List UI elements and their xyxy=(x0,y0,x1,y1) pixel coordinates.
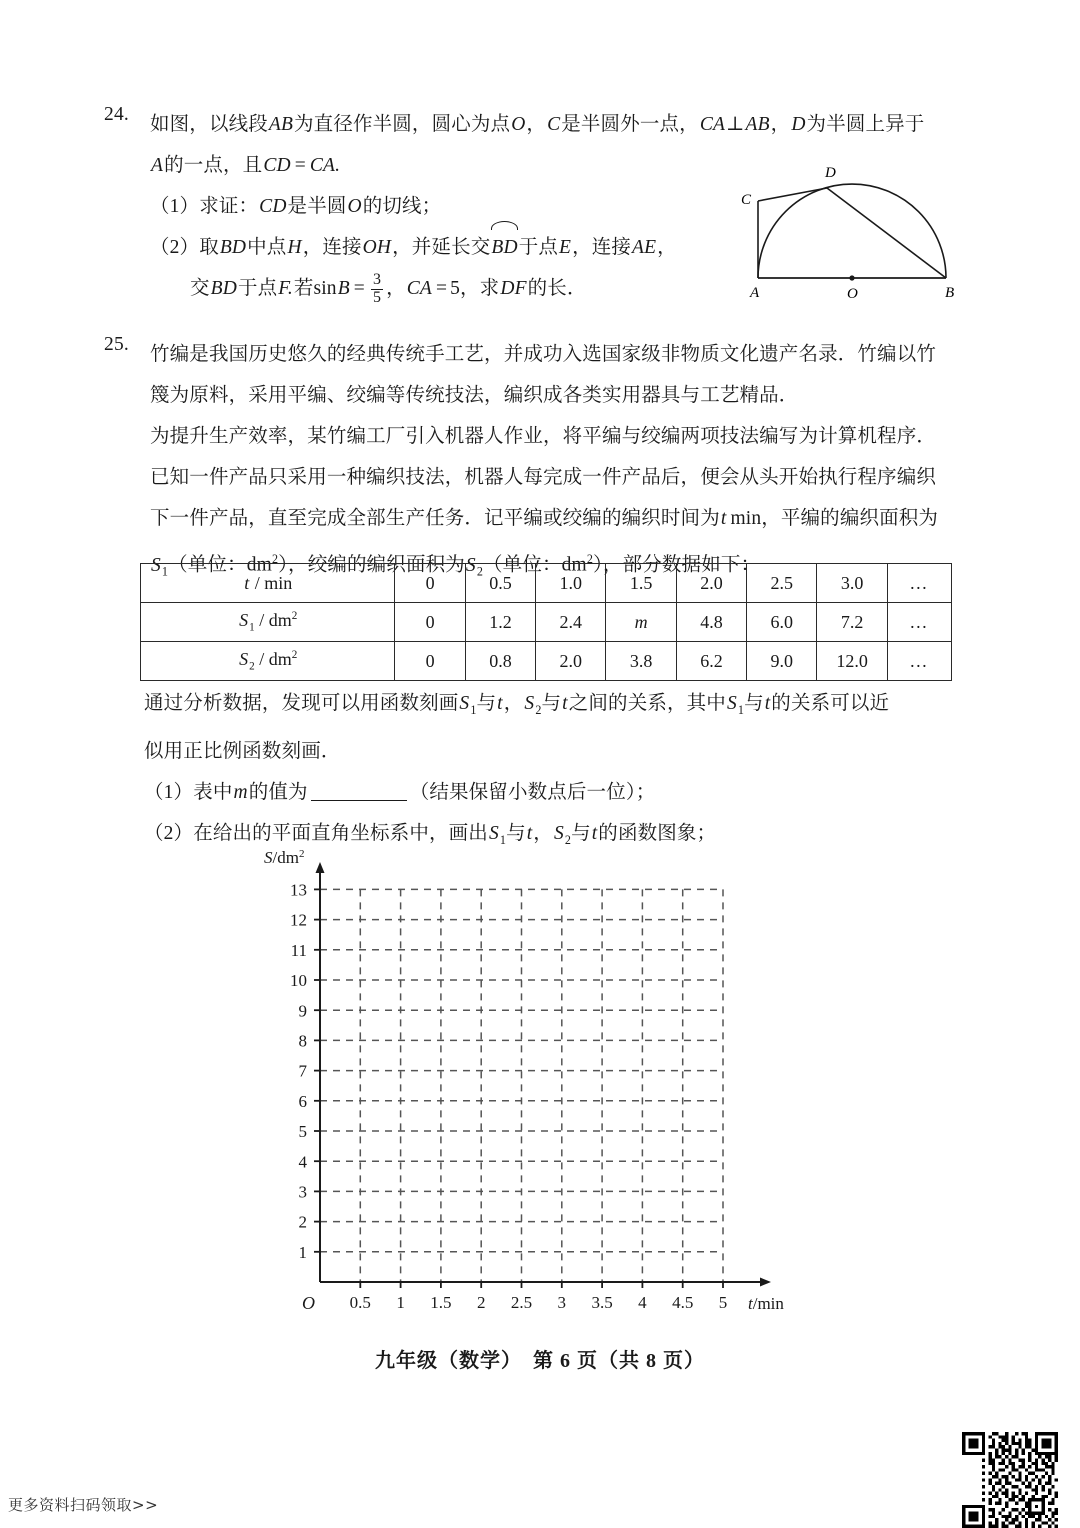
grid-lines xyxy=(320,889,723,1282)
q25-para1-line1: 竹编是我国历史悠久的经典传统手工艺，并成功入选国家级非物质文化遗产名录．竹编以竹 xyxy=(150,344,937,365)
question-24-number: 24. xyxy=(104,104,129,125)
cell-s2-2: 2.0 xyxy=(536,642,606,681)
q24-part3-ruo: 若 xyxy=(293,278,314,299)
y-axis-arrow xyxy=(316,862,325,873)
q24-part3-comma: ， xyxy=(386,278,406,299)
q24-text-e: ， xyxy=(770,114,791,135)
fig24-label-o: O xyxy=(847,286,858,302)
q25-part2-b: 与 xyxy=(506,822,526,844)
cell-s2-4: 6.2 xyxy=(676,642,746,681)
y-axis-title-unit: /dm xyxy=(272,848,299,867)
q24-part2-c: ，并延长交 xyxy=(392,237,491,258)
x-tick-2: 2 xyxy=(476,1293,486,1312)
y-axis-title-sup: 2 xyxy=(298,848,305,860)
x-tick-4.5: 4.5 xyxy=(672,1293,694,1312)
q25-p3-s2sub: 2 xyxy=(535,702,542,717)
cell-s1-6: 7.2 xyxy=(817,603,887,642)
q25-unit-min: min xyxy=(730,508,762,529)
row2-unit: dm xyxy=(268,649,292,670)
cell-s1-1: 1.2 xyxy=(465,603,535,642)
q25-part2-e: 的函数图象； xyxy=(598,822,717,844)
q24-var-ca2: CA. xyxy=(309,155,341,176)
q24-part2-label: （2）取 xyxy=(150,237,219,258)
q24-part1-label: （1）求证： xyxy=(150,196,259,217)
q25-p3-c: ， xyxy=(503,693,524,714)
q24-perp-symbol: ⊥ xyxy=(726,114,745,135)
q24-part2-h: H xyxy=(287,237,302,258)
q25-sup-2b: 2 xyxy=(586,552,594,566)
q25-part2-s2: S xyxy=(553,822,564,844)
q25-p2l4-d: ），部分数据如下： xyxy=(593,554,761,576)
x-tick-3: 3 xyxy=(557,1293,567,1312)
q24-fraction-three-fifths xyxy=(371,272,383,307)
q24-sin: sin xyxy=(313,278,337,299)
cell-s1-0: 0 xyxy=(395,603,465,642)
x-axis-arrow xyxy=(760,1278,771,1287)
q24-part2-f: ，连接 xyxy=(572,237,632,258)
q25-p2l4-c: （单位： xyxy=(483,554,562,576)
q24-part1-cd: CD xyxy=(259,196,287,217)
q24-part2-d: 于点 xyxy=(518,237,558,258)
cell-s2-3: 3.8 xyxy=(606,642,676,681)
q24-part3-tail-a: ，求 xyxy=(460,278,500,299)
q25-para2-line3 xyxy=(150,498,994,539)
q24-text-c: ， xyxy=(526,114,547,135)
row2-sup: 2 xyxy=(291,649,298,662)
question-25-continuation xyxy=(144,683,994,861)
q24-part3-tail-b: 的长． xyxy=(527,278,587,299)
q25-part2-s2sub: 2 xyxy=(564,832,572,847)
q25-p2l4-b: ），绞编的编织面积为 xyxy=(278,554,465,576)
fig24-label-c: C xyxy=(741,192,752,208)
q24-text-f: 为半圆上异于 xyxy=(806,114,925,135)
q25-sub-1: 1 xyxy=(161,564,169,579)
q25-var-s2: S xyxy=(465,554,476,576)
cell-s2-ellipsis: … xyxy=(887,642,951,681)
q24-arc-bd: BD xyxy=(490,227,518,268)
q24-part2-oh: OH xyxy=(362,237,392,258)
cell-s1-5: 6.0 xyxy=(747,603,817,642)
q24-stem-line-1 xyxy=(150,104,984,145)
q25-part2-d: 与 xyxy=(571,822,591,844)
cell-s1-4: 4.8 xyxy=(676,603,746,642)
y-tick-1: 1 xyxy=(298,1242,307,1262)
q24-frac-denominator: 5 xyxy=(372,289,382,307)
cell-t-6: 3.0 xyxy=(817,564,887,603)
q24-part3-bvar: B xyxy=(337,278,350,299)
q24-part2-e: E xyxy=(559,237,572,258)
table-row-header-s1: $S_1 / dm^2$ xyxy=(141,603,395,642)
x-axis-title xyxy=(748,1294,784,1313)
x-tick-1: 1 xyxy=(396,1293,405,1312)
x-axis-title-unit: /min xyxy=(752,1294,784,1313)
q25-p3-e: 之间的关系，其中 xyxy=(568,693,726,714)
x-tick-5: 5 xyxy=(718,1293,728,1312)
q25-para3-line2: 似用正比例函数刻画． xyxy=(144,740,341,762)
row2-sub: 2 xyxy=(249,660,255,673)
data-table xyxy=(140,563,952,681)
y-tick-6: 6 xyxy=(298,1091,307,1111)
cell-s1-ellipsis: … xyxy=(887,603,951,642)
question-25 xyxy=(104,334,994,592)
q25-para2-line1: 为提升生产效率，某竹编工厂引入机器人作业，将平编与绞编两项技法编写为计算机程序． xyxy=(150,426,937,447)
table-row-header-t: t / min xyxy=(141,564,395,603)
q24-part2-bd: BD xyxy=(219,237,247,258)
cell-s2-0: 0 xyxy=(395,642,465,681)
origin-label: O xyxy=(302,1293,315,1313)
x-tick-3.5: 3.5 xyxy=(591,1293,613,1312)
q25-p3-s1b: S xyxy=(726,693,737,714)
q24-text-b: 为直径作半圆，圆心为点 xyxy=(294,114,511,135)
q24-var-ab: AB xyxy=(268,114,294,135)
answer-blank-m[interactable] xyxy=(311,800,407,801)
q25-part-1 xyxy=(144,772,994,813)
fig24-label-d: D xyxy=(825,165,836,181)
y-tick-labels xyxy=(290,881,308,1262)
q25-para1-line2: 篾为原料，采用平编、绞编等传统技法，编织成各类实用器具与工艺精品． xyxy=(150,385,799,406)
q24-part2-ae: AE xyxy=(632,237,657,258)
q24-text-a: 如图，以线段 xyxy=(150,114,268,135)
q24-var-c: C xyxy=(547,114,561,135)
cell-s1-3-m: m xyxy=(606,603,676,642)
q24-part3-bd: BD xyxy=(210,278,237,299)
x-tick-labels xyxy=(350,1293,728,1312)
q24-part2-b: ，连接 xyxy=(302,237,362,258)
x-tick-0.5: 0.5 xyxy=(349,1293,371,1312)
y-tick-5: 5 xyxy=(298,1122,307,1142)
q25-para3-line1 xyxy=(144,683,994,731)
table-row xyxy=(141,642,952,681)
q25-unit-dm: dm xyxy=(246,554,272,576)
q24-part3-eq2: = xyxy=(435,278,448,299)
q24-part1-o: O xyxy=(347,196,362,217)
cell-t-5: 2.5 xyxy=(747,564,817,603)
y-axis-title-var: S xyxy=(264,848,273,867)
cell-s1-2: 2.4 xyxy=(536,603,606,642)
q24-frac-numerator: 3 xyxy=(372,271,382,289)
q25-part1-m: m xyxy=(233,781,248,803)
q24-var-o: O xyxy=(511,114,526,135)
q25-p2l3-b: ，平编的编织面积为 xyxy=(761,508,939,529)
q24-part3-five: 5 xyxy=(450,278,461,299)
q24-part3-b: 于点 xyxy=(237,278,278,299)
q25-p3-d: 与 xyxy=(541,693,562,714)
table-row-header-s2: $S_2 / dm^2$ xyxy=(141,642,395,681)
q25-part2-t2: t xyxy=(591,822,598,844)
q25-p3-f: 与 xyxy=(744,693,764,714)
q25-p3-t1: t xyxy=(497,693,503,714)
q24-equals: = xyxy=(294,155,306,176)
q24-var-cd: CD xyxy=(263,155,291,176)
q24-part3-eq: = xyxy=(353,278,365,299)
question-24-figure xyxy=(728,152,978,302)
y-tick-3: 3 xyxy=(298,1182,307,1202)
x-tick-4: 4 xyxy=(638,1293,647,1312)
table-row xyxy=(141,603,952,642)
y-tick-9: 9 xyxy=(298,1001,307,1021)
row1-unit: dm xyxy=(268,610,292,631)
q25-p3-t3: t xyxy=(764,693,771,714)
q25-p3-s2: S xyxy=(524,693,535,714)
qr-code-icon[interactable] xyxy=(962,1432,1058,1528)
q24-part3-a: 交 xyxy=(190,278,210,299)
q24-text-d: 是半圆外一点， xyxy=(561,114,699,135)
q24-var-ca: CA xyxy=(699,114,726,135)
q25-p3-b: 与 xyxy=(476,693,497,714)
y-tick-2: 2 xyxy=(298,1212,307,1232)
q24-part1-tail: 的切线； xyxy=(362,196,442,217)
row0-var: t xyxy=(244,572,250,593)
page-footer: 九年级（数学） 第 6 页（共 8 页） xyxy=(375,1350,705,1372)
q25-para2-line2: 已知一件产品只采用一种编织技法，机器人每完成一件产品后，便会从头开始执行程序编织 xyxy=(150,467,937,488)
q24-text-g: 的一点，且 xyxy=(164,155,263,176)
q25-p2l3-a: 下一件产品，直至完成全部生产任务．记平编或绞编的编织时间为 xyxy=(150,508,720,529)
fig24-label-b: B xyxy=(945,285,955,301)
fig24-label-a: A xyxy=(750,285,760,301)
q25-part1-c: （结果保留小数点后一位）； xyxy=(409,781,656,803)
cell-s2-6: 12.0 xyxy=(817,642,887,681)
q25-part2-t1: t xyxy=(526,822,533,844)
cell-t-1: 0.5 xyxy=(465,564,535,603)
cell-t-4: 2.0 xyxy=(676,564,746,603)
y-tick-12: 12 xyxy=(290,910,307,930)
q25-unit-dm2: dm xyxy=(561,554,587,576)
q25-sup-2: 2 xyxy=(271,552,279,566)
row2-var: S xyxy=(239,649,249,670)
table-row xyxy=(141,564,952,603)
q24-part3-f: F. xyxy=(278,278,293,299)
q25-p3-s1sub: 1 xyxy=(470,702,477,717)
cell-t-0: 0 xyxy=(395,564,465,603)
axes xyxy=(320,870,763,1282)
y-tick-4: 4 xyxy=(298,1152,307,1172)
q25-p3-s1: S xyxy=(459,693,470,714)
row1-sup: 2 xyxy=(291,610,298,623)
question-25-body xyxy=(150,334,994,592)
q25-part2-c: ， xyxy=(533,822,553,844)
x-tick-1.5: 1.5 xyxy=(430,1293,452,1312)
row1-sub: 1 xyxy=(249,621,255,634)
q24-var-ab2: AB xyxy=(745,114,770,135)
y-tick-11: 11 xyxy=(290,940,307,960)
cell-s2-5: 9.0 xyxy=(747,642,817,681)
q25-p2l4-a: （单位： xyxy=(168,554,247,576)
promo-text: 更多资料扫码领取>> xyxy=(8,1496,159,1514)
q24-part3-df: DF xyxy=(500,278,527,299)
coordinate-grid[interactable] xyxy=(258,842,798,1342)
x-tick-2.5: 2.5 xyxy=(510,1293,533,1312)
q25-sub-2: 2 xyxy=(476,564,484,579)
q25-part2-a: （2）在给出的平面直角坐标系中，画出 xyxy=(144,822,488,844)
q24-part2-g: ， xyxy=(657,237,677,258)
q25-p3-a: 通过分析数据，发现可以用函数刻画 xyxy=(144,693,459,714)
q25-p3-g: 的关系可以近 xyxy=(771,693,890,714)
q24-part3-ca: CA xyxy=(406,278,432,299)
cell-s2-1: 0.8 xyxy=(465,642,535,681)
q24-var-d: D xyxy=(791,114,806,135)
q25-var-s1: S xyxy=(151,554,161,576)
cell-t-ellipsis: … xyxy=(887,564,951,603)
x-axis-title-var: t xyxy=(748,1294,753,1313)
q24-part1-mid: 是半圆 xyxy=(287,196,347,217)
q25-part2-s1sub: 1 xyxy=(499,832,507,847)
question-25-number: 25. xyxy=(104,334,129,355)
q25-p3-t2: t xyxy=(562,693,568,714)
y-tick-10: 10 xyxy=(290,971,307,991)
q25-part1-b: 的值为 xyxy=(248,781,308,803)
y-tick-13: 13 xyxy=(290,880,307,900)
y-tick-7: 7 xyxy=(298,1061,307,1081)
cell-t-2: 1.0 xyxy=(536,564,606,603)
cell-t-3: 1.5 xyxy=(606,564,676,603)
row0-unit: min xyxy=(264,572,293,593)
row1-var: S xyxy=(239,610,249,631)
q25-part1-a: （1）表中 xyxy=(144,781,233,803)
q24-part2-a: 中点 xyxy=(247,237,287,258)
y-tick-8: 8 xyxy=(298,1031,307,1051)
q24-var-a2: A xyxy=(151,155,164,176)
y-axis-title xyxy=(264,848,304,867)
q25-p3-s1bsub: 1 xyxy=(737,702,745,717)
q25-var-t: t xyxy=(720,508,727,529)
q25-part2-s1: S xyxy=(488,822,499,844)
